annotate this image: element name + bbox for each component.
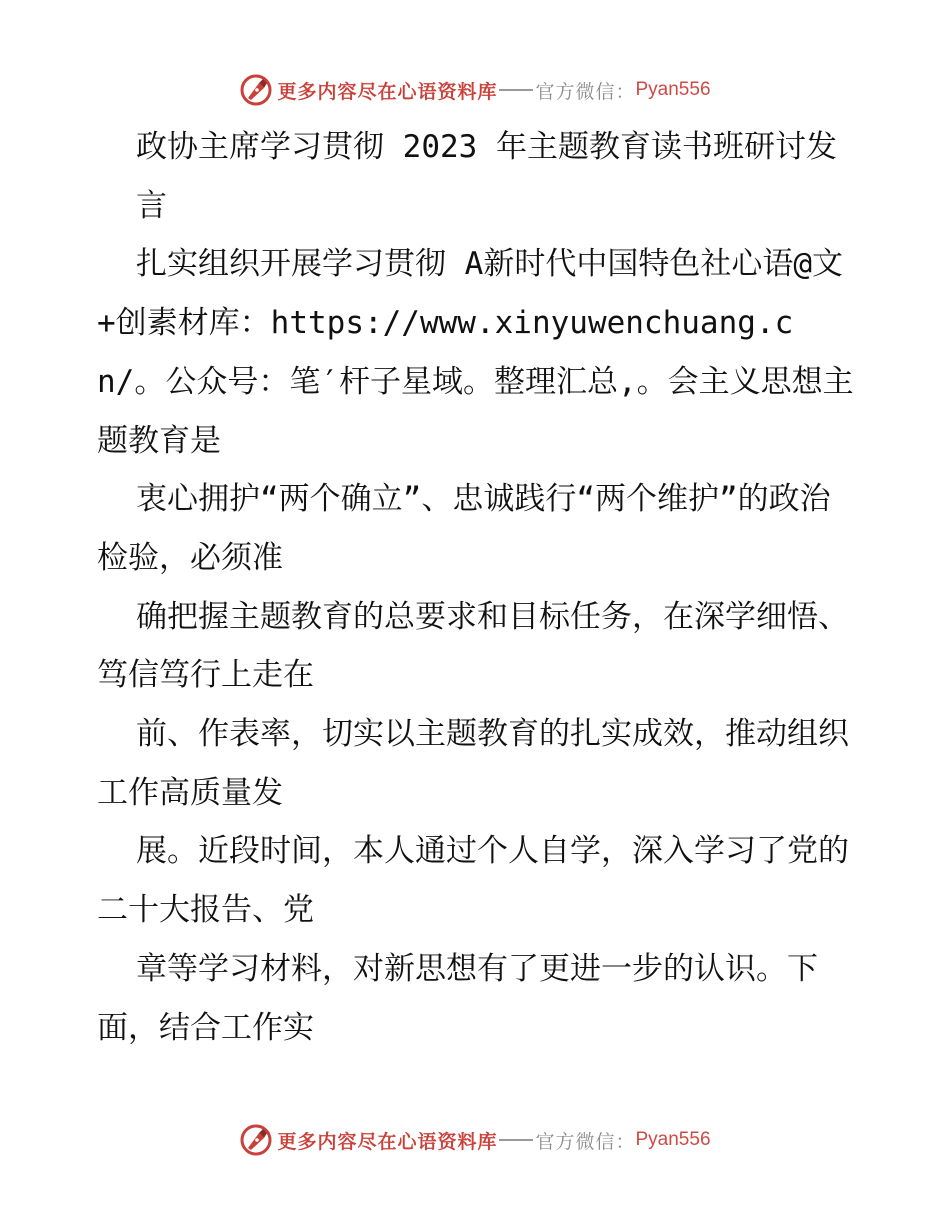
banner-dash [499, 89, 533, 91]
banner-wechat-label: 官方微信： [535, 80, 636, 103]
banner-wechat-id: Pyan556 [635, 79, 711, 100]
banner-dash [499, 1139, 533, 1141]
paragraph: 展。近段时间，本人通过个人自学，深入学习了党的二十大报告、党 [97, 833, 849, 929]
paragraph: 确把握主题教育的总要求和目标任务，在深学细悟、笃信笃行上走在 [97, 598, 849, 694]
banner-title: 更多内容尽在心语资料库 [277, 1130, 498, 1153]
paragraph: 衷心拥护“两个确立”、忠诚践行“两个维护”的政治检验，必须准 [97, 481, 831, 576]
pen-nib-logo-icon [239, 1123, 273, 1157]
footer-banner [0, 1120, 950, 1160]
banner-title: 更多内容尽在心语资料库 [277, 80, 498, 103]
paragraph: 章等学习材料，对新思想有了更进一步的认识。下面，结合工作实 [97, 950, 818, 1046]
banner-wechat-label: 官方微信： [535, 1130, 636, 1153]
paragraph: 政协主席学习贯彻 2023 年主题教育读书班研讨发 [136, 129, 837, 165]
paragraph: 言 [136, 187, 167, 224]
pen-nib-logo-icon [239, 73, 273, 107]
header-banner [0, 70, 950, 110]
banner-wechat-id: Pyan556 [635, 1129, 711, 1150]
document-body [97, 118, 857, 1057]
paragraph: 扎实组织开展学习贯彻 A新时代中国特色社心语@文+创素材库：https://www.xinyuwenchuang.cn/。公众号：笔′杆子星域。整理汇总,。会主义思想主题教育是 [97, 246, 854, 459]
paragraph: 前、作表率，切实以主题教育的扎实成效，推动组织工作高质量发 [97, 716, 849, 811]
